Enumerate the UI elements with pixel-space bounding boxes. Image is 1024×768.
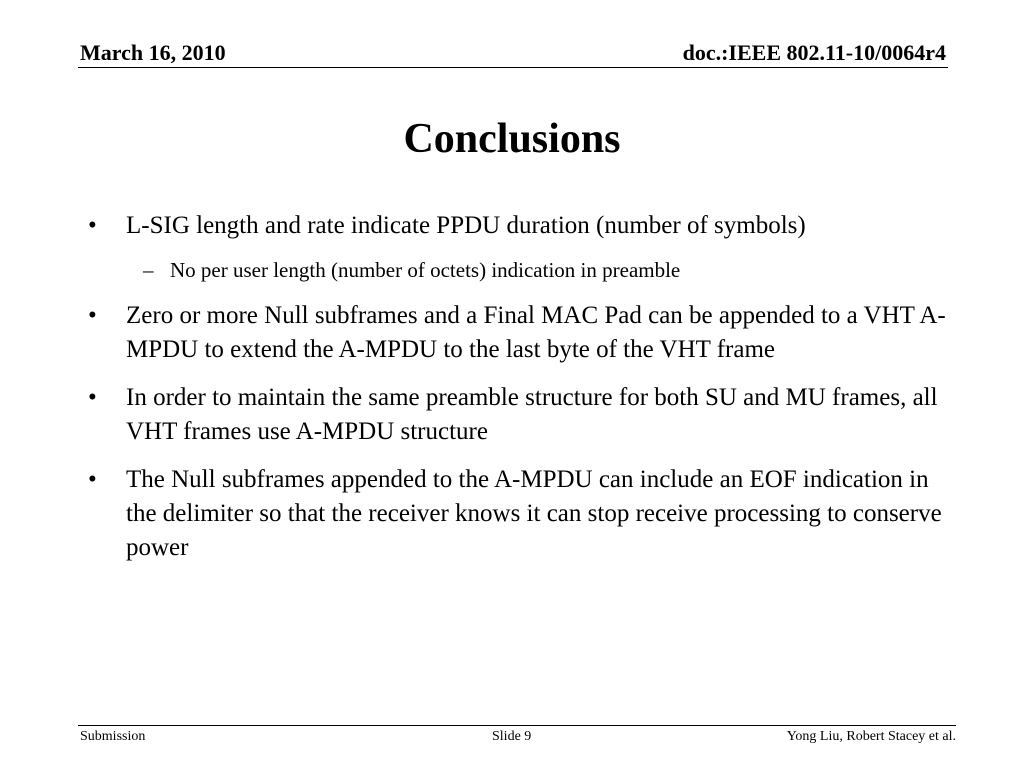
bullet-marker: • <box>88 384 97 411</box>
footer-divider <box>78 725 956 726</box>
bullet-item <box>82 299 952 367</box>
bullet-marker: • <box>88 212 97 239</box>
header-date: March 16, 2010 <box>80 40 226 65</box>
slide-body <box>82 209 952 579</box>
footer-submission: Submission <box>80 729 146 744</box>
bullet-text: Zero or more Null subframes and a Final MAC Pad can be appended to a VHT A-MPDU to extend the A-MPDU to the last byte of the VHT frame <box>126 302 946 363</box>
footer-authors: Yong Liu, Robert Stacey et al. <box>786 729 956 744</box>
footer-slide-number: Slide 9 <box>492 729 532 744</box>
bullet-item <box>82 381 952 449</box>
bullet-text: The Null subframes appended to the A-MPDU can include an EOF indication in the delimiter so that the receiver knows it can stop receive processing to conserve power <box>126 466 942 561</box>
bullet-text: In order to maintain the same preamble structure for both SU and MU frames, all VHT frames use A-MPDU structure <box>126 384 938 445</box>
header-divider <box>78 67 948 68</box>
header-doc-id: doc.:IEEE 802.11-10/0064r4 <box>682 40 946 65</box>
bullet-item <box>82 463 952 565</box>
sub-bullet-marker: – <box>143 258 154 282</box>
bullet-text: L-SIG length and rate indicate PPDU duration (number of symbols) <box>126 212 806 239</box>
sub-bullet-item <box>82 256 952 284</box>
bullet-item <box>82 209 952 243</box>
bullet-marker: • <box>88 466 97 493</box>
slide-title: Conclusions <box>403 116 621 162</box>
sub-bullet-text: No per user length (number of octets) indication in preamble <box>170 258 681 282</box>
bullet-marker: • <box>88 302 97 329</box>
